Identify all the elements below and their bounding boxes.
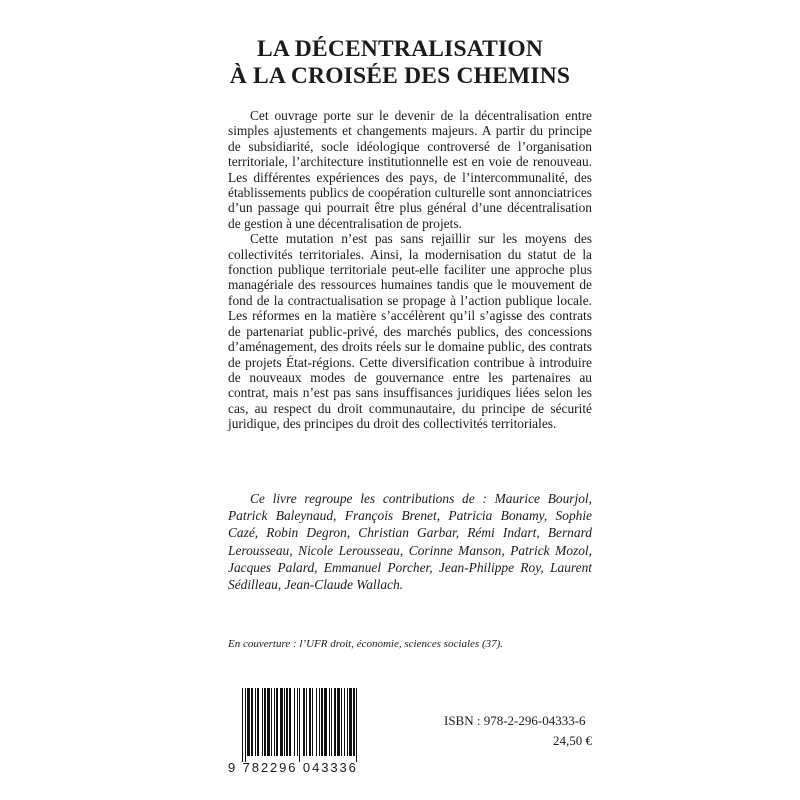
title-line-1: LA DÉCENTRALISATION bbox=[256, 36, 544, 62]
barcode-bar bbox=[316, 688, 317, 756]
barcode-bar bbox=[334, 688, 336, 756]
barcode-bar bbox=[312, 688, 313, 756]
barcode-bar bbox=[274, 688, 275, 756]
barcode-bar bbox=[306, 688, 307, 756]
barcode-bar bbox=[356, 688, 357, 762]
barcode-bar bbox=[289, 688, 291, 756]
barcode-bar bbox=[324, 688, 327, 756]
barcode-bar bbox=[344, 688, 345, 756]
contributors-text: Ce livre regroupe les contributions de : Maurice Bourjol, Patrick Baleynaud, François Brenet, Patricia Bonamy, Sophie Cazé, Robin Degron, Christian Garbar, Rémi Indart, Bernard Lerousseau, Nicole Lerousseau, Corinne Manson, Patrick Mozol, Jacques Palard, Emmanuel Porcher, Jean-Philippe Roy, Laurent Sédilleau, Jean-Claude Wallach. bbox=[228, 491, 592, 593]
barcode-bar bbox=[284, 688, 285, 756]
barcode-bar bbox=[245, 688, 246, 762]
barcode-bar bbox=[267, 688, 270, 756]
barcode-bar bbox=[247, 688, 250, 756]
barcode-digits: 9 782296 043336 bbox=[228, 760, 358, 775]
summary-paragraph-2: Cette mutation n’est pas sans rejaillir sur les moyens des collectivités territoriales. Ainsi, la modernisation du statut de la fonction publique territoriale peut-elle faciliter une approche plus managériale des ressources humaines tandis que le mouvement de fond de la contractualisation se propage à l’action publique locale. Les réformes en la matière s’accélèrent qu’il s’agisse des contrats de partenariat public-privé, des marchés publics, des concessions d’aménagement, des droits réels sur le domaine public, des contrats de projets État-régions. Cette diversification contribue à introduire de nouveaux modes de gouvernance entre les partenaires au contrat, mais n’est pas sans insuffisances juridiques liées selon les cas, au respect du droit communautaire, du principe de sécurité juridique, des principes du droit des collectivités territoriales. bbox=[228, 231, 592, 432]
barcode-bar bbox=[242, 688, 243, 762]
barcode-bar bbox=[262, 688, 263, 756]
title-line-2: À LA CROISÉE DES CHEMINS bbox=[229, 63, 571, 89]
barcode-bar bbox=[309, 688, 311, 756]
contributors-block bbox=[228, 490, 592, 593]
summary-paragraph-1: Cet ouvrage porte sur le devenir de la décentralisation entre simples ajustements et changements majeurs. A partir du principe de subsidiarité, socle idéologique controversé de l’organisation territoriale, l’architecture institutionnelle est en voie de renouveau. Les différentes expériences des pays, de l’intercommunalité, des établissements publics de coopération culturelle sont annonciatrices d’un passage qui pourrait être plus général d’une décentralisation de gestion à une décentralisation de projets. bbox=[228, 108, 592, 231]
barcode-bar bbox=[303, 688, 305, 756]
barcode-bar bbox=[321, 688, 323, 756]
cover-credit: En couverture : l’UFR droit, économie, sciences sociales (37). bbox=[228, 638, 504, 650]
barcode-bar bbox=[331, 688, 332, 756]
barcode-bar bbox=[276, 688, 278, 756]
barcode-bar bbox=[255, 688, 256, 756]
barcode-bar bbox=[286, 688, 288, 756]
barcode bbox=[228, 688, 412, 776]
barcode-bar bbox=[271, 688, 272, 756]
barcode-bar bbox=[319, 688, 320, 756]
summary-text bbox=[228, 108, 592, 432]
barcode-bar bbox=[264, 688, 266, 756]
barcode-bars bbox=[228, 688, 412, 762]
barcode-bar bbox=[337, 688, 340, 756]
barcode-bar bbox=[294, 688, 295, 756]
price-label: 24,50 € bbox=[553, 733, 592, 748]
book-title bbox=[0, 36, 800, 90]
barcode-bar bbox=[349, 688, 352, 756]
barcode-bar bbox=[347, 688, 348, 756]
barcode-bar bbox=[257, 688, 259, 756]
barcode-bar bbox=[329, 688, 330, 756]
barcode-bar bbox=[341, 688, 342, 756]
barcode-bar bbox=[297, 688, 298, 756]
barcode-bar bbox=[299, 688, 300, 762]
barcode-bar bbox=[280, 688, 283, 756]
isbn-label: ISBN : 978-2-296-04333-6 bbox=[444, 713, 586, 728]
barcode-bar bbox=[353, 688, 355, 756]
barcode-bar bbox=[251, 688, 253, 756]
